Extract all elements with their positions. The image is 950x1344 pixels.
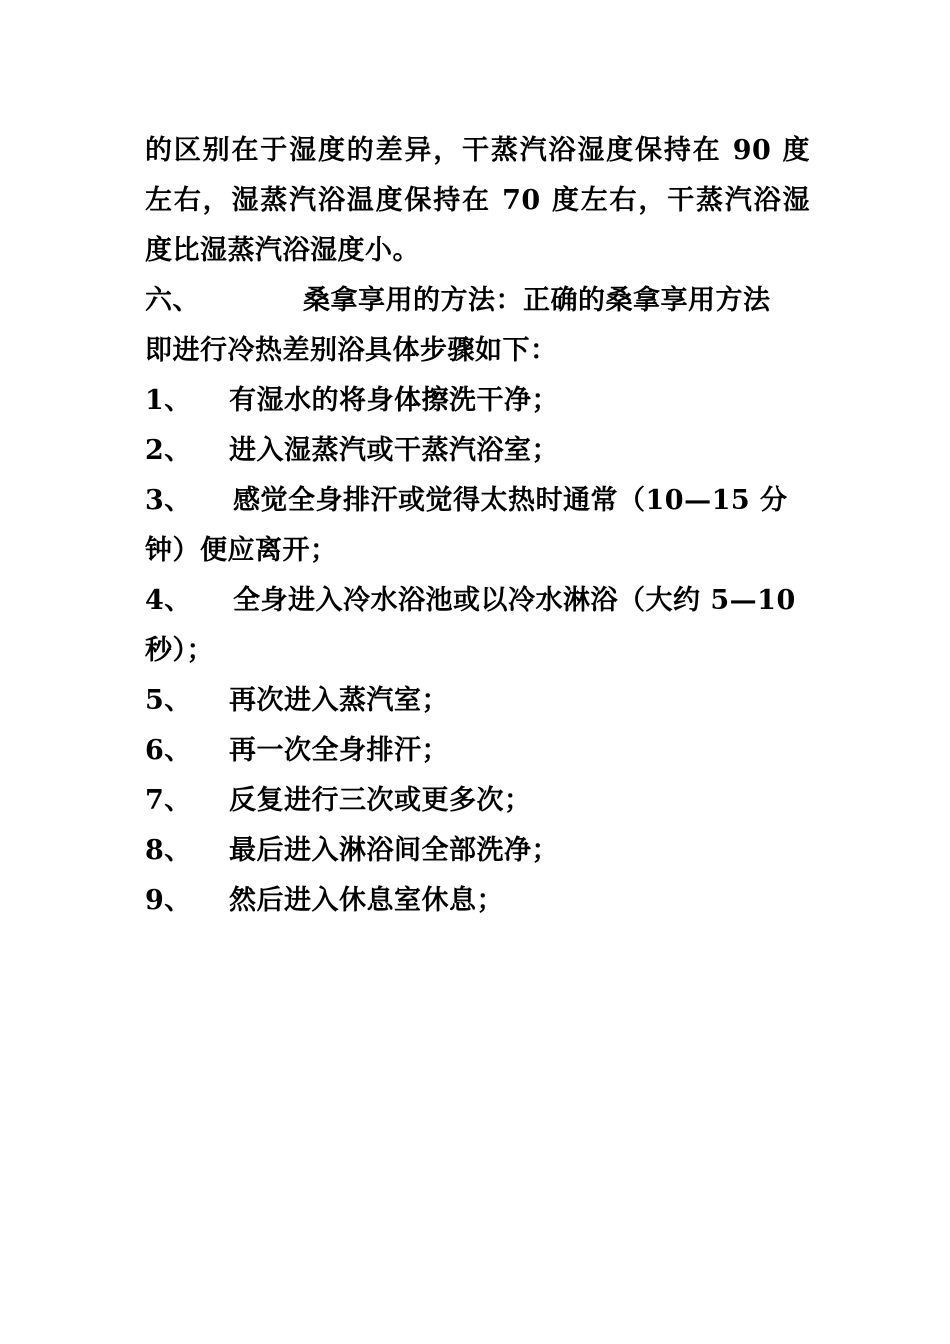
step-text: 感觉全身排汗或觉得太热时通常（10—15 分 [233,485,788,516]
step-text: 全身进入冷水浴池或以冷水淋浴（大约 5—10 [233,585,796,616]
step-number: 6、 [145,735,192,766]
step-number: 7、 [145,785,192,816]
step-text: 最后进入淋浴间全部洗净； [229,835,559,866]
step-text: 反复进行三次或更多次； [229,785,532,816]
step-number: 9、 [145,885,192,916]
section-6-line-2: 即进行冷热差别浴具体步骤如下： [145,335,558,366]
step-item-3 [145,476,810,526]
step-item-2 [145,426,810,476]
step-item-8 [145,826,810,876]
intro-line-2: 左右，湿蒸汽浴温度保持在 70 度左右，干蒸汽浴湿 [145,185,810,216]
intro-line-3: 度比湿蒸汽浴湿度小。 [145,235,420,266]
step-item-6 [145,726,810,776]
step-number: 3、 [145,485,192,516]
step-item-9 [145,876,810,926]
step-number: 1、 [145,385,192,416]
section-6-heading-text: 桑拿享用的方法：正确的桑拿享用方法 [303,285,771,316]
intro-line-1: 的区别在于湿度的差异，干蒸汽浴湿度保持在 90 度 [145,135,810,166]
step-item-4 [145,576,810,626]
step-item-1 [145,376,810,426]
step-text: 有湿水的将身体擦洗干净； [229,385,559,416]
step-number: 4、 [145,585,192,616]
step-text: 再一次全身排汗； [229,735,449,766]
step-text: 再次进入蒸汽室； [229,685,449,716]
section-6-heading [145,276,810,326]
step-item-4-continuation: 秒）； [145,635,214,666]
step-item-3-continuation: 钟）便应离开； [145,535,338,566]
step-text: 然后进入休息室休息； [229,885,504,916]
step-item-5 [145,676,810,726]
step-number: 5、 [145,685,192,716]
step-number: 2、 [145,435,192,466]
step-text: 进入湿蒸汽或干蒸汽浴室； [229,435,559,466]
section-6-number: 六、 [145,285,200,316]
step-number: 8、 [145,835,192,866]
step-item-7 [145,776,810,826]
